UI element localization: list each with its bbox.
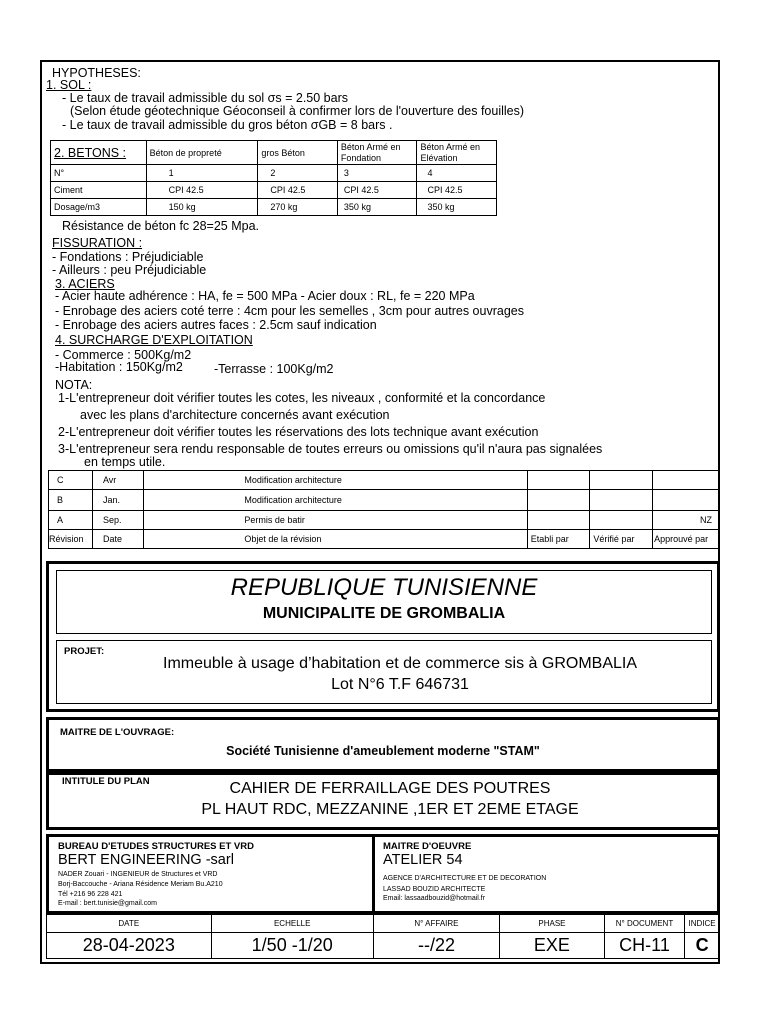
betons-header: Béton de propreté bbox=[146, 141, 258, 165]
betons-cell: 150 kg bbox=[146, 199, 258, 216]
betons-cell: CPI 42.5 bbox=[258, 182, 338, 199]
footer-date: 28-04-2023 bbox=[47, 933, 212, 959]
rev-objet: Modification architecture bbox=[144, 490, 527, 511]
betons-cell: 3 bbox=[337, 165, 417, 182]
footer-indice: C bbox=[685, 933, 720, 959]
footer-phase: EXE bbox=[500, 933, 605, 959]
sol-title: 1. SOL : bbox=[46, 78, 92, 92]
nota-line-1: 1-L'entrepreneur doit vérifier toutes les cotes, les niveaux , conformité et la concordance bbox=[58, 391, 546, 405]
rev-objet: Modification architecture bbox=[144, 471, 527, 490]
rev-code: A bbox=[49, 511, 93, 530]
betons-cell: 270 kg bbox=[258, 199, 338, 216]
projet-line-1: Immeuble à usage d’habitation et de commerce sis à GROMBALIA bbox=[163, 655, 637, 672]
bureau-label: BUREAU D'ETUDES STRUCTURES ET VRD bbox=[58, 841, 254, 852]
footer-header-affaire: N° AFFAIRE bbox=[373, 915, 499, 933]
betons-cell: 2 bbox=[258, 165, 338, 182]
nota-title: NOTA: bbox=[55, 378, 93, 392]
nota-line-2: 2-L'entrepreneur doit vérifier toutes les réservations des lots technique avant exécution bbox=[58, 425, 539, 439]
rev-verifie bbox=[590, 511, 653, 530]
betons-row-label: Ciment bbox=[51, 182, 147, 199]
fissuration-title: FISSURATION : bbox=[52, 236, 143, 250]
rev-etabli bbox=[527, 471, 590, 490]
footer-header-indice: INDICE bbox=[685, 915, 720, 933]
betons-row-label: N° bbox=[51, 165, 147, 182]
rev-approuve: NZ bbox=[653, 511, 719, 530]
rev-date: Jan. bbox=[92, 490, 143, 511]
betons-header: Béton Armé en Elévation bbox=[417, 141, 497, 165]
fissuration-line-1: - Fondations : Préjudiciable bbox=[52, 250, 204, 264]
surcharge-line-1: - Commerce : 500Kg/m2 bbox=[55, 348, 192, 362]
republique-title: REPUBLIQUE TUNISIENNE bbox=[230, 574, 538, 601]
bureau-name: BERT ENGINEERING -sarl bbox=[58, 852, 234, 868]
projet-line-2: Lot N°6 T.F 646731 bbox=[331, 676, 469, 693]
resistance-text: Résistance de béton fc 28=25 Mpa. bbox=[62, 219, 260, 233]
fissuration-line-2: - Ailleurs : peu Préjudiciable bbox=[52, 263, 207, 277]
aciers-line-2: - Enrobage des aciers coté terre : 4cm pour les semelles , 3cm pour autres ouvrages bbox=[55, 304, 524, 318]
nota-line-3b: en temps utile. bbox=[84, 455, 166, 469]
betons-title: 2. BETONS : bbox=[51, 141, 147, 165]
aciers-line-3: - Enrobage des aciers autres faces : 2.5cm sauf indication bbox=[55, 318, 377, 332]
footer-header-phase: PHASE bbox=[500, 915, 605, 933]
footer-affaire: --/22 bbox=[373, 933, 499, 959]
maitre-ouvrage-label: MAITRE DE L'OUVRAGE: bbox=[60, 727, 175, 738]
footer-echelle: 1/50 -1/20 bbox=[211, 933, 373, 959]
bureau-line-1: NADER Zouari - INGENIEUR de Structures et VRD bbox=[58, 871, 218, 878]
rev-header: Objet de la révision bbox=[144, 530, 527, 549]
intervenants-divider bbox=[372, 837, 375, 911]
hypotheses-title: HYPOTHESES: bbox=[52, 66, 141, 80]
moe-label: MAITRE D'OEUVRE bbox=[383, 841, 472, 852]
footer-header-document: N° DOCUMENT bbox=[604, 915, 684, 933]
footer-document: CH-11 bbox=[604, 933, 684, 959]
revisions-table bbox=[48, 470, 719, 549]
betons-cell: CPI 42.5 bbox=[417, 182, 497, 199]
rev-approuve bbox=[653, 490, 719, 511]
betons-cell: 4 bbox=[417, 165, 497, 182]
rev-header: Vérifié par bbox=[590, 530, 653, 549]
betons-cell: CPI 42.5 bbox=[146, 182, 258, 199]
footer-header-echelle: ECHELLE bbox=[211, 915, 373, 933]
maitre-ouvrage-name: Société Tunisienne d'ameublement moderne "STAM" bbox=[226, 744, 540, 758]
rev-approuve bbox=[653, 471, 719, 490]
rev-etabli bbox=[527, 511, 590, 530]
rev-date: Sep. bbox=[92, 511, 143, 530]
municipalite-title: MUNICIPALITE DE GROMBALIA bbox=[262, 605, 506, 622]
rev-etabli bbox=[527, 490, 590, 511]
intitule-label: INTITULE DU PLAN bbox=[62, 776, 150, 787]
moe-line-2: LASSAD BOUZID ARCHITECTE bbox=[383, 886, 486, 893]
betons-cell: 350 kg bbox=[337, 199, 417, 216]
betons-header: gros Béton bbox=[258, 141, 338, 165]
rev-verifie bbox=[590, 471, 653, 490]
surcharge-title: 4. SURCHARGE D'EXPLOITATION bbox=[55, 333, 253, 347]
betons-table bbox=[50, 140, 497, 216]
aciers-title: 3. ACIERS bbox=[55, 277, 115, 291]
sol-line-1: - Le taux de travail admissible du sol σs = 2.50 bars bbox=[62, 91, 348, 105]
footer-header-date: DATE bbox=[47, 915, 212, 933]
betons-cell: CPI 42.5 bbox=[337, 182, 417, 199]
rev-header: Date bbox=[92, 530, 143, 549]
betons-cell: 350 kg bbox=[417, 199, 497, 216]
rev-date: Avr bbox=[92, 471, 143, 490]
aciers-line-1: - Acier haute adhérence : HA, fe = 500 MPa - Acier doux : RL, fe = 220 MPa bbox=[55, 289, 475, 303]
footer-table bbox=[46, 914, 720, 959]
projet-label: PROJET: bbox=[64, 646, 105, 657]
surcharge-line-2: -Habitation : 150Kg/m2 bbox=[55, 360, 183, 374]
rev-header: Révision bbox=[49, 530, 93, 549]
nota-line-1b: avec les plans d'architecture concernés avant exécution bbox=[80, 408, 390, 422]
betons-header: Béton Armé en Fondation bbox=[337, 141, 417, 165]
moe-line-1: AGENCE D'ARCHITECTURE ET DE DECORATION bbox=[383, 875, 547, 882]
intitule-line-1: CAHIER DE FERRAILLAGE DES POUTRES bbox=[229, 780, 551, 797]
rev-header: Etabli par bbox=[527, 530, 590, 549]
betons-cell: 1 bbox=[146, 165, 258, 182]
intitule-line-2: PL HAUT RDC, MEZZANINE ,1ER ET 2EME ETAGE bbox=[201, 801, 579, 818]
rev-header: Approuvé par bbox=[653, 530, 719, 549]
bureau-line-3: Tél +216 96 228 421 bbox=[58, 891, 123, 898]
nota-line-3: 3-L'entrepreneur sera rendu responsable de toutes erreurs ou omissions qu'il n'aura pas signalées bbox=[58, 442, 603, 456]
betons-row-label: Dosage/m3 bbox=[51, 199, 147, 216]
surcharge-line-3: -Terrasse : 100Kg/m2 bbox=[214, 362, 334, 376]
bureau-line-4: E-mail : bert.tunisie@gmail.com bbox=[58, 900, 157, 907]
sol-line-2: (Selon étude géotechnique Géoconseil à confirmer lors de l'ouverture des fouilles) bbox=[70, 104, 525, 118]
rev-code: B bbox=[49, 490, 93, 511]
bureau-line-2: Borj-Baccouche - Ariana Résidence Meriam Bu.A210 bbox=[58, 881, 223, 888]
moe-line-3: Email: lassaadbouzid@hotmail.fr bbox=[383, 895, 486, 902]
rev-objet: Permis de batir bbox=[144, 511, 527, 530]
rev-verifie bbox=[590, 490, 653, 511]
sol-line-3: - Le taux de travail admissible du gros béton σGB = 8 bars . bbox=[62, 118, 393, 132]
moe-name: ATELIER 54 bbox=[383, 852, 463, 868]
projet-box bbox=[56, 640, 712, 704]
rev-code: C bbox=[49, 471, 93, 490]
